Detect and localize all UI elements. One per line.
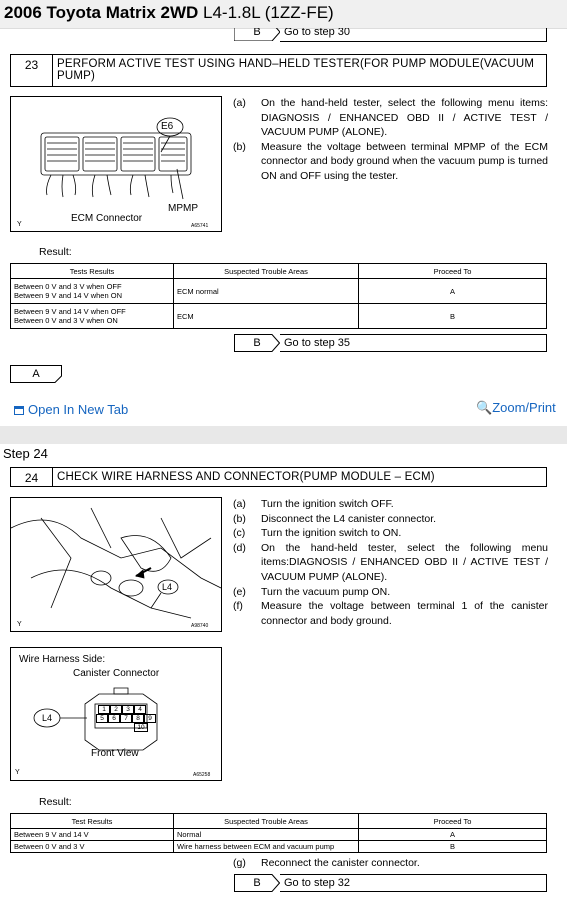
instruction-c: (c) Turn the ignition switch to ON. xyxy=(233,527,402,540)
step-24-instructions xyxy=(233,497,548,628)
step-23-header xyxy=(10,54,547,87)
goto-letter: B xyxy=(253,28,261,38)
step-24-heading: Step 24 xyxy=(3,446,48,461)
l4-label: L4 xyxy=(42,713,53,723)
page-header xyxy=(0,0,567,29)
connector-label: E6 xyxy=(161,121,174,132)
col-header: Test Results xyxy=(11,814,174,829)
page-title: 2006 Toyota Matrix 2WD L4-1.8L (1ZZ-FE) xyxy=(4,3,334,22)
l4-label: L4 xyxy=(162,582,173,592)
goto-text: Go to step 32 xyxy=(280,874,547,892)
col-header: Tests Results xyxy=(11,264,174,279)
goto-letter: A xyxy=(32,368,40,380)
instruction-g: (g) Reconnect the canister connector. xyxy=(233,857,420,869)
front-view-label: Front View xyxy=(91,748,139,759)
zoom-icon: 🔍 xyxy=(476,400,493,415)
step-24-header xyxy=(10,467,547,487)
instruction-b: (b) Measure the voltage between terminal MPMP of the ECM connector and body ground when the vacuum pump is turned ON and OFF using the tester. xyxy=(233,140,548,182)
table-header-row xyxy=(11,264,547,279)
col-header: Proceed To xyxy=(359,814,547,829)
result-label: Result: xyxy=(39,796,72,808)
instruction-a: (a) On the hand-held tester, select the following menu items: DIAGNOSIS / ENHANCED OBD II / ACTIVE TEST / VACUUM PUMP (ALONE). xyxy=(233,97,548,139)
goto-step-32[interactable] xyxy=(234,874,547,892)
col-header: Suspected Trouble Areas xyxy=(174,264,359,279)
figure-code: A65258 xyxy=(193,772,211,778)
result-label: Result: xyxy=(39,246,72,258)
instruction-b: (b) Disconnect the L4 canister connector. xyxy=(233,512,437,525)
pin-grid: 1 2 3 4 5 6 7 8 9 10 xyxy=(96,705,156,732)
canister-connector-label: Canister Connector xyxy=(73,668,160,679)
goto-letter: B xyxy=(253,877,261,889)
y-mark: Y xyxy=(17,221,22,228)
figure-code: A98740 xyxy=(191,623,209,629)
step-title: PERFORM ACTIVE TEST USING HAND–HELD TESTER(FOR PUMP MODULE(VACUUM PUMP) xyxy=(57,58,535,82)
open-new-tab-icon xyxy=(14,406,24,415)
wire-harness-side-label: Wire Harness Side: xyxy=(19,654,106,665)
step-24-result-table xyxy=(10,813,547,853)
figure-code: A65741 xyxy=(191,223,209,229)
terminal-label: MPMP xyxy=(168,203,198,214)
canister-location-figure xyxy=(10,497,222,632)
section-separator xyxy=(0,426,567,444)
col-header: Suspected Trouble Areas xyxy=(174,814,359,829)
ecm-connector-figure xyxy=(10,96,222,232)
table-row: Between 0 V and 3 V when OFF Between 9 V and 14 V when ON ECM normal A xyxy=(11,279,547,304)
canister-connector-figure xyxy=(10,647,222,781)
table-row: Between 9 V and 14 V when OFF Between 0 V and 3 V when ON ECM B xyxy=(11,304,547,329)
step-23-instructions xyxy=(233,96,548,184)
step-number: 24 xyxy=(11,468,53,486)
goto-text: Go to step 30 xyxy=(280,28,547,42)
instruction-a: (a) Turn the ignition switch OFF. xyxy=(233,498,394,510)
goto-step-35[interactable] xyxy=(234,334,547,352)
zoom-print-link[interactable]: 🔍Zoom/Print xyxy=(476,400,556,415)
instruction-d: (d) On the hand-held tester, select the following menu items:DIAGNOSIS / ENHANCED OBD II / ACTIVE TEST / VACUUM PUMP (ALONE). xyxy=(233,541,548,583)
y-mark: Y xyxy=(15,769,20,776)
prev-goto-step xyxy=(234,28,547,42)
step-23-result-table xyxy=(10,263,547,329)
table-row: Between 0 V and 3 V Wire harness between ECM and vacuum pump B xyxy=(11,841,547,853)
proceed-a[interactable] xyxy=(10,365,62,383)
step-title: CHECK WIRE HARNESS AND CONNECTOR(PUMP MODULE – ECM) xyxy=(57,471,435,483)
instruction-e: (e) Turn the vacuum pump ON. xyxy=(233,585,391,598)
table-row: Between 9 V and 14 V Normal A xyxy=(11,829,547,841)
instruction-f: (f) Measure the voltage between terminal 1 of the canister connector and body ground. xyxy=(233,600,548,627)
figure-caption: ECM Connector xyxy=(71,213,143,224)
col-header: Proceed To xyxy=(359,264,547,279)
open-new-tab-link[interactable]: Open In New Tab xyxy=(14,402,128,417)
engine-bay-drawing xyxy=(11,498,221,631)
goto-letter: B xyxy=(253,337,261,349)
goto-text: Go to step 35 xyxy=(280,334,547,352)
y-mark: Y xyxy=(17,621,22,628)
table-header-row xyxy=(11,814,547,829)
step-number: 23 xyxy=(11,55,53,86)
